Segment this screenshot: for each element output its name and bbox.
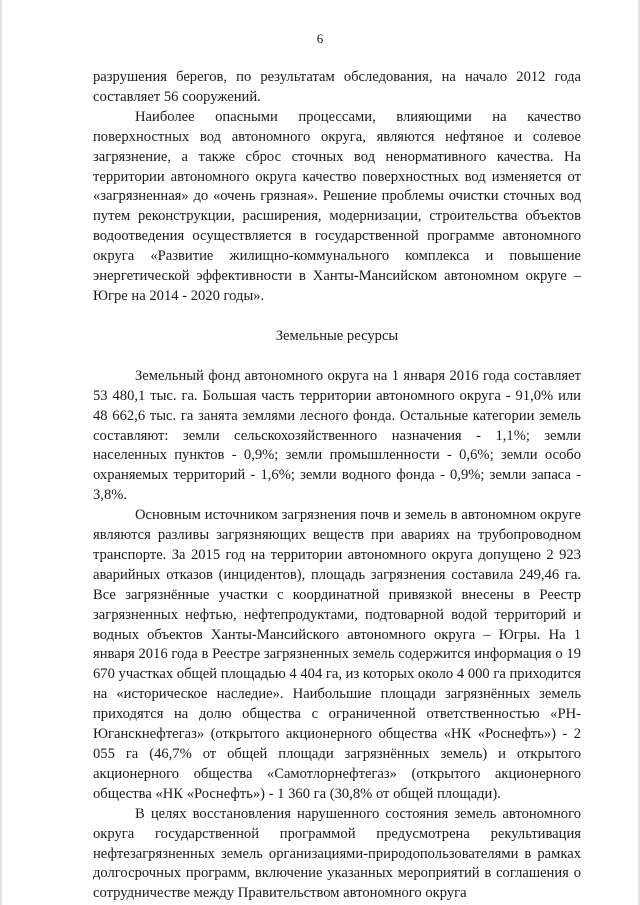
section-heading-land-resources: Земельные ресурсы: [275, 327, 399, 344]
document-body: [93, 68, 581, 904]
paragraph-land-restoration: В целях восстановления нарушенного состояния земель автономного округа государственной программой предусмотрена рекультивация нефтезагрязненных земель организациями-природопользователями в рамках долгосрочных программ, включение указанных мероприятий в соглашения о сотрудничестве между Правительством автономного округа: [93, 805, 581, 902]
page-number: 6: [316, 31, 324, 46]
paragraph-soil-pollution: Основным источником загрязнения почв и земель в автономном округе являются разливы загрязняющих веществ при авариях на трубопроводном транспорте. За 2015 год на территории автономного округа допущено 2 923 аварийных отказов (инцидентов), площадь загрязнения составила 249,46 га. Все загрязнённые участки с координатной привязкой внесены в Реестр загрязненных нефтью, нефтепродуктами, подтоварной водой территорий и водных объектов Ханты-Мансийского автономного округа – Югры. На 1 января 2016 года в Реестре загрязненных земель содержится информация о 19 670 участках общей площадью 4 404 га, из которых около 4 000 га приходится на «историческое наследие». Наибольшие площади загрязнённых земель приходятся на долю общества с ограниченной ответственностью «РН-Юганскнефтегаз» (открытого акционерного общества «НК «Роснефть») - 2 055 га (46,7% от общей площади загрязнённых земель) и открытого акционерного общества «Самотлорнефтегаз» (открытого акционерного общества «НК «Роснефть») - 1 360 га (30,8% от общей площади).: [93, 507, 581, 802]
page-left-edge: [0, 0, 3, 905]
paragraph-continuation: разрушения берегов, по результатам обследования, на начало 2012 года составляет 56 сооружений.: [93, 69, 581, 105]
paragraph-land-fund: Земельный фонд автономного округа на 1 января 2016 года составляет 53 480,1 тыс. га. Большая часть территории автономного округа - 91,0% или 48 662,6 тыс. га занята землями лесного фонда. Остальные категории земель составляют: земли сельскохозяйственного назначения - 1,1%; земли населенных пунктов - 0,9%; земли промышленности - 0,6%; земли особо охраняемых территорий - 1,6%; земли водного фонда - 0,9%; земли запаса - 3,8%.: [93, 367, 581, 504]
paragraph-water-pollution: Наиболее опасными процессами, влияющими на качество поверхностных вод автономного округа, являются нефтяное и солевое загрязнение, а также сброс сточных вод ненормативного качества. На территории автономного округа качество поверхностных вод изменяется от «загрязненная» до «очень грязная». Решение проблемы очистки сточных вод путем реконструкции, расширения, модернизации, строительства объектов водоотведения осуществляется в государственной программе автономного округа «Развитие жилищно-коммунального комплекса и повышение энергетической эффективности в Ханты-Мансийском автономном округе – Югре на 2014 - 2020 годы».: [93, 108, 581, 304]
